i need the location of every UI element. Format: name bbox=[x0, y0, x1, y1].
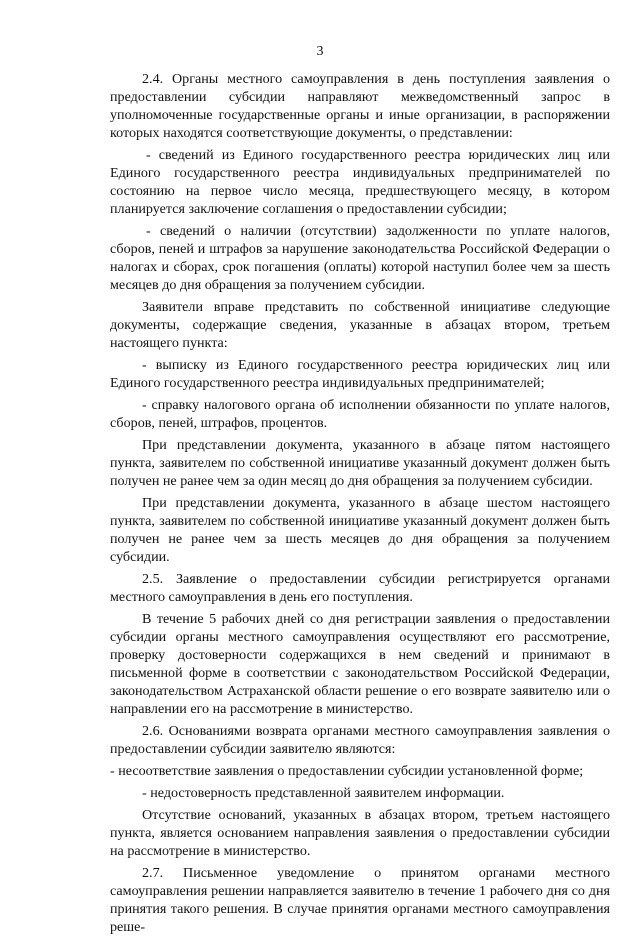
list-item-unreliable-info: - недостоверность представленной заявителем информации. bbox=[142, 785, 505, 801]
paragraph-sixth-document: При представлении документа, указанного в абзаце шестом настоящего пункта, заявителем по собственной инициативе указанный документ должен быть получен не ранее чем за шесть месяцев до дня обращения за получением субсидии. bbox=[110, 495, 610, 565]
list-item-tax-certificate: - справку налогового органа об исполнении обязанности по уплате налогов, сборов, пеней, штрафов, процентов. bbox=[110, 397, 610, 431]
list-item-form-mismatch: - несоответствие заявления о предоставлении субсидии установленной форме; bbox=[110, 763, 584, 779]
page-number: 3 bbox=[316, 44, 324, 59]
document-body bbox=[110, 70, 610, 936]
paragraph-fifth-document: При представлении документа, указанного в абзаце пятом настоящего пункта, заявителем по собственной инициативе указанный документ должен быть получен не ранее чем за один месяц до дня обращения за получением субсидии. bbox=[110, 437, 610, 489]
paragraph-2-5: 2.5. Заявление о предоставлении субсидии регистрируется органами местного самоуправления в день его поступления. bbox=[110, 571, 610, 605]
paragraph-review-period: В течение 5 рабочих дней со дня регистрации заявления о предоставлении субсидии органы местного самоуправления осуществляют его рассмотрение, проверку достоверности содержащихся в нем сведений и принимают в письменной форме в соответствии с законодательством Российской Федерации, законодательством Астраханской области решение о его возврате заявителю или о направлении его на рассмотрение в министерство. bbox=[110, 611, 610, 717]
paragraph-no-grounds: Отсутствие оснований, указанных в абзацах втором, третьем настоящего пункта, является основанием направления заявления о предоставлении субсидии на рассмотрение в министерство. bbox=[110, 807, 610, 859]
list-item-extract: - выписку из Единого государственного реестра юридических лиц или Единого государственного реестра индивидуальных предпринимателей; bbox=[110, 357, 610, 391]
list-item-egrul-info: - сведений из Единого государственного реестра юридических лиц или Единого государственного реестра индивидуальных предпринимателей по состоянию на первое число месяца, предшествующего месяцу, в котором планируется заключение соглашения о предоставлении субсидии; bbox=[110, 147, 610, 217]
paragraph-2-4: 2.4. Органы местного самоуправления в день поступления заявления о предоставлении субсидии направляют межведомственный запрос в уполномоченные государственные органы и иные организации, в распоряжении которых находятся соответствующие документы, о представлении: bbox=[110, 71, 610, 141]
paragraph-applicants-right: Заявители вправе представить по собственной инициативе следующие документы, содержащие сведения, указанные в абзацах втором, третьем настоящего пункта: bbox=[110, 299, 610, 351]
list-item-tax-debt-info: - сведений о наличии (отсутствии) задолженности по уплате налогов, сборов, пеней и штрафов за нарушение законодательства Российской Федерации о налогах и сборах, срок погашения (оплаты) которой наступил более чем за шесть месяцев до дня обращения за получением субсидии. bbox=[110, 223, 610, 293]
paragraph-2-6: 2.6. Основаниями возврата органами местного самоуправления заявления о предоставлении субсидии заявителю являются: bbox=[110, 723, 610, 757]
paragraph-2-7: 2.7. Письменное уведомление о принятом органами местного самоуправления решении направляется заявителю в течение 1 рабочего дня со дня принятия такого решения. В случае принятия органами местного самоуправления реше- bbox=[110, 865, 610, 935]
